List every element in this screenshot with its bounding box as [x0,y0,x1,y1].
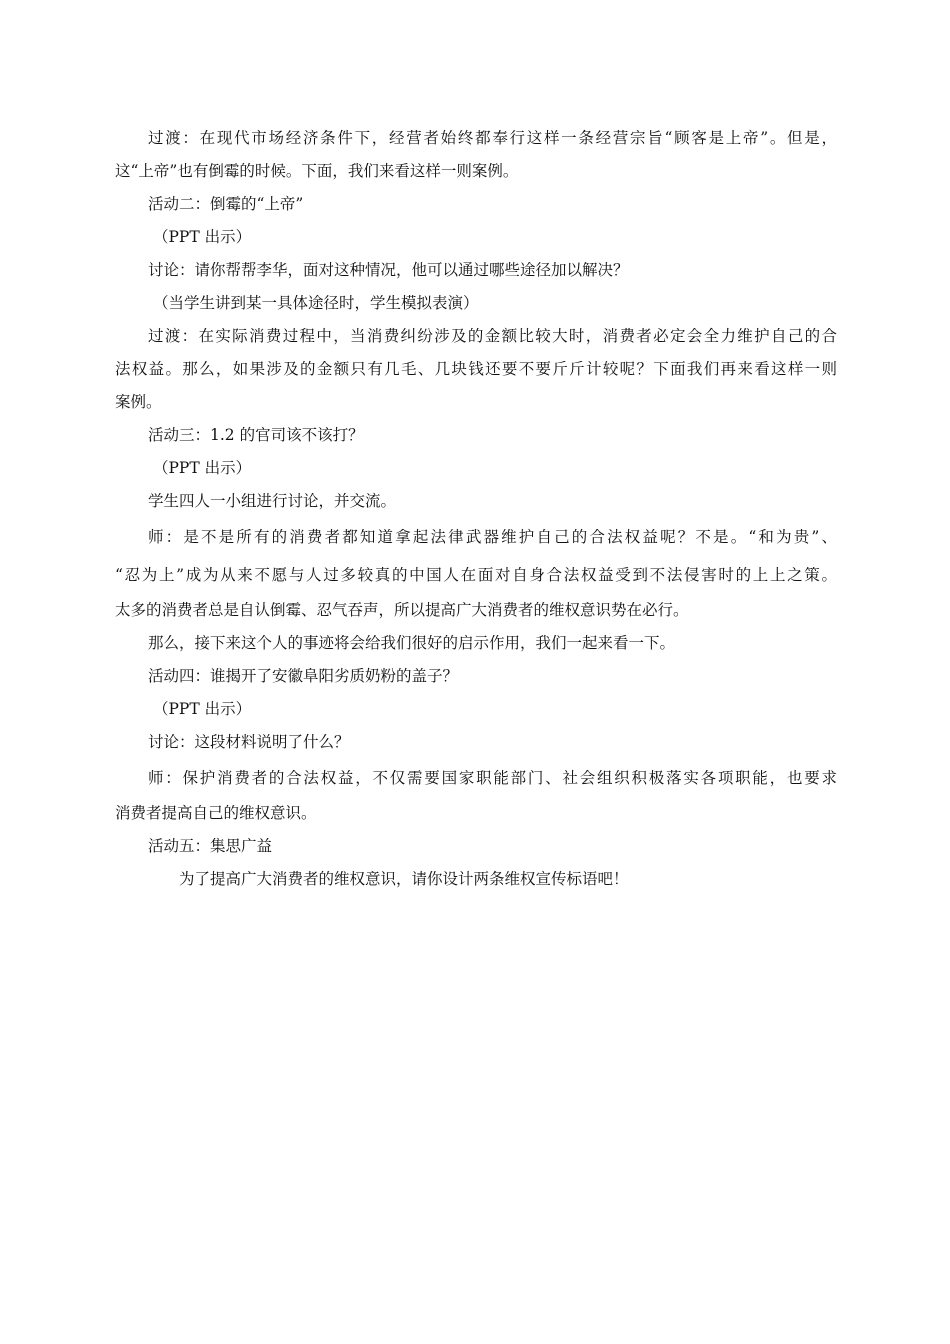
activity-three-heading: 活动三：1.2 的官司该不该打？ [148,426,364,444]
group-discussion-note: 学生四人一小组进行讨论，并交流。 [148,492,397,510]
ppt-note: （PPT 出示） [153,459,252,477]
document-body [115,122,837,896]
teacher-paragraph-line: 消费者提高自己的维权意识。 [115,804,317,822]
intro-paragraph: 那么，接下来这个人的事迹将会给我们很好的启示作用，我们一起来看一下。 [148,634,676,652]
transition-paragraph-line: 这“上帝”也有倒霉的时候。下面，我们来看这样一则案例。 [115,162,519,180]
discussion-question: 讨论：这段材料说明了什么？ [148,733,350,751]
transition-paragraph-line: 案例。 [115,393,162,411]
discussion-question: 讨论：请你帮帮李华，面对这种情况，他可以通过哪些途径加以解决？ [148,261,629,279]
role-play-note: （当学生讲到某一具体途径时，学生模拟表演） [153,294,479,312]
ppt-note: （PPT 出示） [153,700,252,718]
transition-paragraph-line: 过渡：在现代市场经济条件下，经营者始终都奉行这样一条经营宗旨“顾客是上帝”。但是， [148,129,837,147]
teacher-paragraph-line: 太多的消费者总是自认倒霉、忍气吞声，所以提高广大消费者的维权意识势在必行。 [115,601,689,619]
slogan-task: 为了提高广大消费者的维权意识，请你设计两条维权宣传标语吧！ [179,870,629,888]
transition-paragraph-line: 法权益。那么，如果涉及的金额只有几毛、几块钱还要不要斤斤计较呢？下面我们再来看这样一则 [115,360,837,378]
activity-five-heading: 活动五：集思广益 [148,837,273,855]
activity-two-heading: 活动二：倒霉的“上帝” [148,195,304,213]
teacher-paragraph-line: 师：保护消费者的合法权益，不仅需要国家职能部门、社会组织积极落实各项职能，也要求 [148,769,837,787]
activity-four-heading: 活动四：谁揭开了安徽阜阳劣质奶粉的盖子？ [148,667,459,685]
teacher-paragraph-line: “忍为上”成为从来不愿与人过多较真的中国人在面对自身合法权益受到不法侵害时的上上之策。 [115,566,837,584]
teacher-paragraph-line: 师：是不是所有的消费者都知道拿起法律武器维护自己的合法权益呢？不是。“和为贵”、 [148,528,837,546]
transition-paragraph-line: 过渡：在实际消费过程中，当消费纠纷涉及的金额比较大时，消费者必定会全力维护自己的合 [148,327,837,345]
ppt-note: （PPT 出示） [153,228,252,246]
